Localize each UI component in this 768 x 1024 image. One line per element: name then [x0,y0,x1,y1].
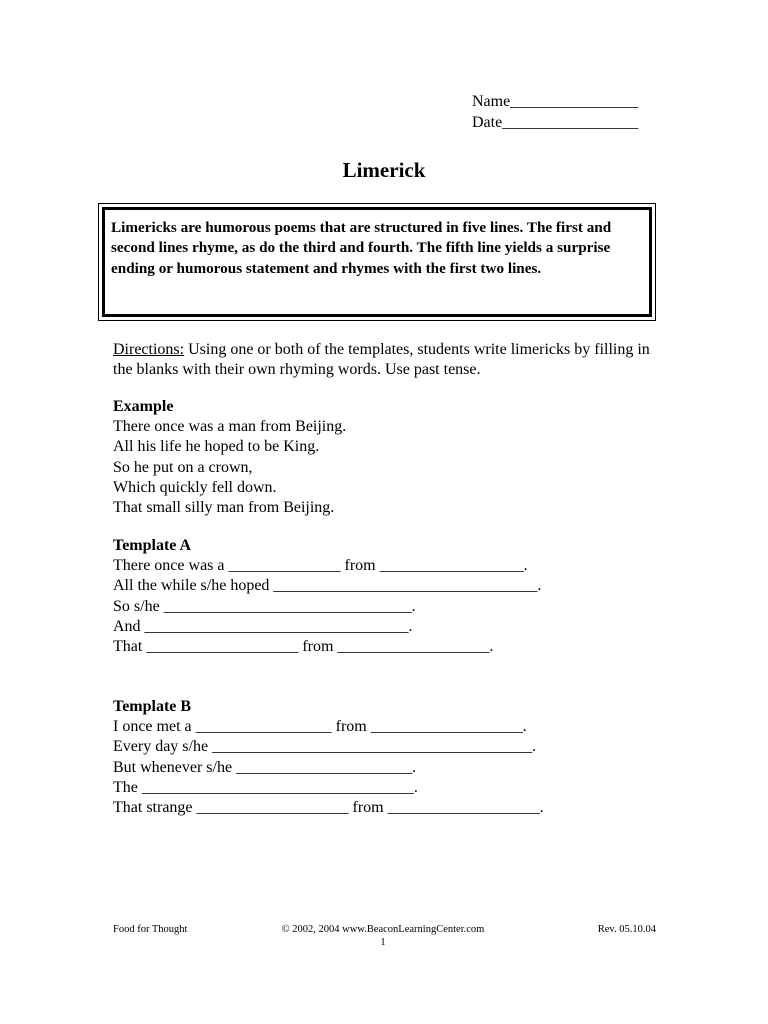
date-line: Date_________________ [472,114,639,131]
example-line: All his life he hoped to be King. [113,438,320,456]
template-b-line: That strange ___________________ from ___________________. [113,799,544,817]
template-a-line: And _________________________________. [113,617,413,635]
example-heading: Example [113,398,174,415]
template-b-section [113,697,673,818]
template-b-line: But whenever s/he ______________________. [113,758,417,776]
example-line: Which quickly fell down. [113,478,277,496]
template-b-heading: Template B [113,698,192,715]
template-a-line: So s/he _______________________________. [113,597,416,615]
footer-copyright: © 2002, 2004 www.BeaconLearningCenter.com [281,924,485,935]
name-line: Name________________ [472,93,639,110]
template-b-line: I once met a _________________ from ___________________. [113,718,527,736]
template-b-line: Every day s/he ________________________________________. [113,738,537,756]
template-a-line: All the while s/he hoped _________________________________. [113,577,542,595]
page-number: 1 [380,937,386,948]
template-b-line: The __________________________________. [113,778,418,796]
footer-center [258,923,508,949]
footer-left: Food for Thought [113,924,188,935]
page-title: Limerick [342,158,426,182]
name-date-block [472,91,638,133]
template-a-section [113,536,673,657]
directions [113,340,673,381]
directions-label: Directions: [113,341,185,358]
template-a-line: That ___________________ from ___________________. [113,638,494,656]
directions-text: Using one or both of the templates, students write limericks by filling in the blanks with their own rhyming words. Use past tense. [113,341,650,379]
example-section [113,397,673,518]
example-line: There once was a man from Beijing. [113,418,347,436]
template-a-line: There once was a ______________ from __________________. [113,557,528,575]
example-line: That small silly man from Beijing. [113,499,335,517]
example-line: So he put on a crown, [113,458,253,476]
footer-right: Rev. 05.10.04 [597,924,656,935]
definition-text: Limericks are humorous poems that are structured in five lines. The first and second lines rhyme, as do the third and fourth. The fifth line yields a surprise ending or humorous statement and rhymes with the first two lines. [111,219,612,277]
definition-box [98,203,656,321]
template-a-heading: Template A [113,537,192,554]
